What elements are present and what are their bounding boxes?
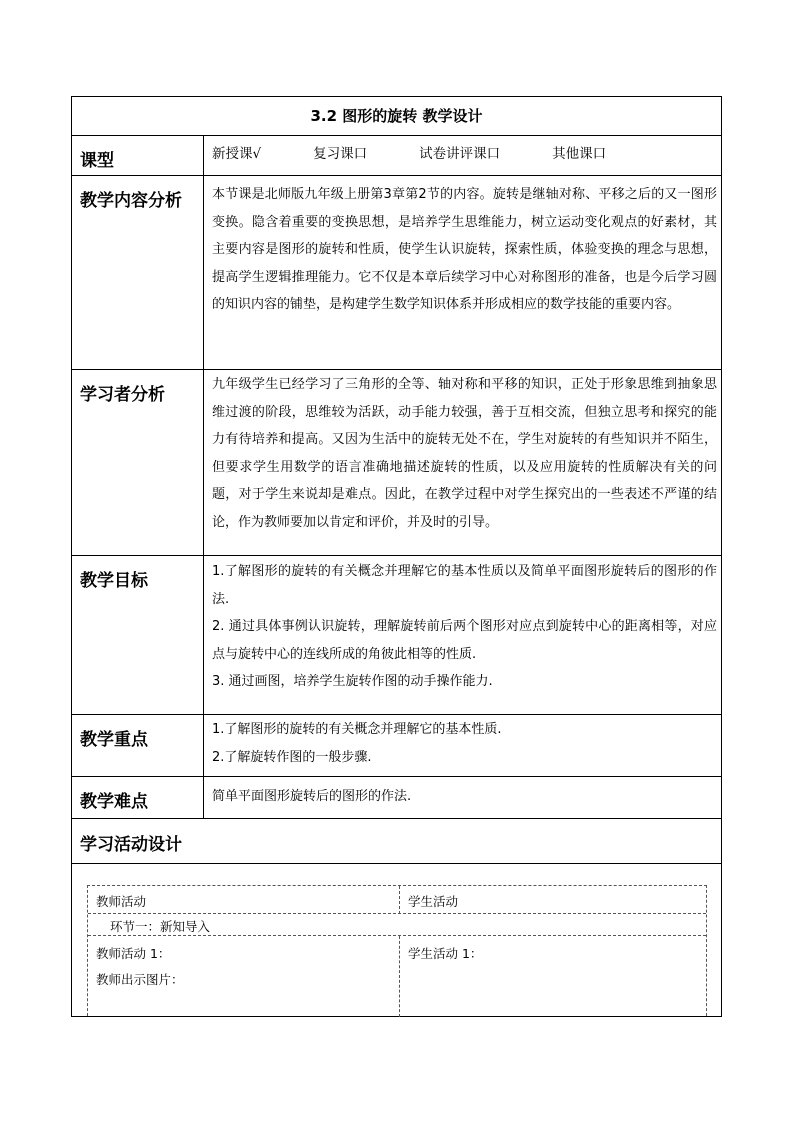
course-type-option-exam: 试卷讲评课口	[419, 146, 501, 162]
content-analysis-text: 本节课是北师版九年级上册第3章第2节的内容。旋转是继轴对称、平移之后的又一图形变换。隐含着重要的变换思想，是培养学生思维能力，树立运动变化观点的好素材，其主要内容是图形的旋转和性质，使学生认识旋转，探索性质，体验变换的理念与思想，提高学生逻辑推理能力。它不仅是本章后续学习中心对称图形的准备，也是今后学习圆的知识内容的铺垫，是构建学生数学知识体系并形成相应的数学技能的重要内容。	[212, 187, 717, 313]
course-type-option-review: 复习课口	[313, 146, 368, 162]
student-activity-1: 学生活动 1：	[408, 946, 483, 961]
objective-item: 3. 通过画图，培养学生旋转作图的动手操作能力.	[212, 674, 493, 690]
objective-item: 1.了解图形的旋转的有关概念并理解它的基本性质以及简单平面图形旋转后的图形的作法.	[212, 564, 717, 607]
objectives-label: 教学目标	[72, 556, 204, 714]
difficulties-text: 简单平面图形旋转后的图形的作法.	[212, 789, 412, 804]
objective-item: 2. 通过具体事例认识旋转，理解旋转前后两个图形对应点到旋转中心的距离相等，对应点与旋转中心的连线所成的角彼此相等的性质.	[212, 619, 717, 662]
course-type-label: 课型	[72, 136, 204, 175]
activity-design-row	[72, 819, 721, 864]
learner-analysis-row	[72, 370, 721, 556]
teacher-activity-1-text: 教师出示图片：	[96, 972, 184, 987]
objectives-row	[72, 556, 721, 715]
column-divider	[399, 936, 400, 1017]
course-type-option-other: 其他课口	[552, 146, 607, 162]
activity-table	[87, 885, 707, 1016]
key-points-list	[212, 716, 717, 771]
stage-title: 环节一：新知导入	[110, 919, 211, 934]
key-points-label: 教学重点	[72, 715, 204, 776]
learner-analysis-text: 九年级学生已经学习了三角形的全等、轴对称和平移的知识，正处于形象思维到抽象思维过渡的阶段，思维较为活跃，动手能力较强，善于互相交流，但独立思考和探究的能力有待培养和提高。又因为生活中的旋转无处不在，学生对旋转的有些知识并不陌生，但要求学生用数学的语言准确地描述旋转的性质，以及应用旋转的性质解决有关的问题，对于学生来说却是难点。因此，在教学过程中对学生探究出的一些表述不严谨的结论，作为教师要加以肯定和评价，并及时的引导。	[212, 377, 717, 530]
difficulties-label: 教学难点	[72, 777, 204, 818]
teacher-activity-1: 教师活动 1：	[96, 946, 171, 961]
content-analysis-label: 教学内容分析	[72, 176, 204, 369]
learner-analysis-label: 学习者分析	[72, 370, 204, 555]
course-type-option-new: 新授课√	[212, 146, 262, 162]
content-analysis-row	[72, 176, 721, 370]
key-point-item: 1.了解图形的旋转的有关概念并理解它的基本性质.	[212, 722, 502, 737]
activity-design-label: 学习活动设计	[80, 835, 182, 855]
page-title: 3.2 图形的旋转 教学设计	[310, 107, 483, 125]
column-divider	[399, 886, 400, 914]
lesson-plan-table	[71, 96, 722, 1017]
key-point-item: 2.了解旋转作图的一般步骤.	[212, 749, 372, 765]
activity-header-row	[88, 886, 706, 914]
difficulties-row	[72, 777, 721, 819]
title-row	[72, 97, 721, 136]
key-points-row	[72, 715, 721, 777]
student-activity-header: 学生活动	[408, 894, 459, 909]
teacher-activity-header: 教师活动	[96, 894, 147, 909]
course-type-row	[72, 136, 721, 176]
objectives-list	[212, 558, 717, 696]
course-type-options	[212, 138, 717, 170]
stage-row	[88, 914, 706, 936]
